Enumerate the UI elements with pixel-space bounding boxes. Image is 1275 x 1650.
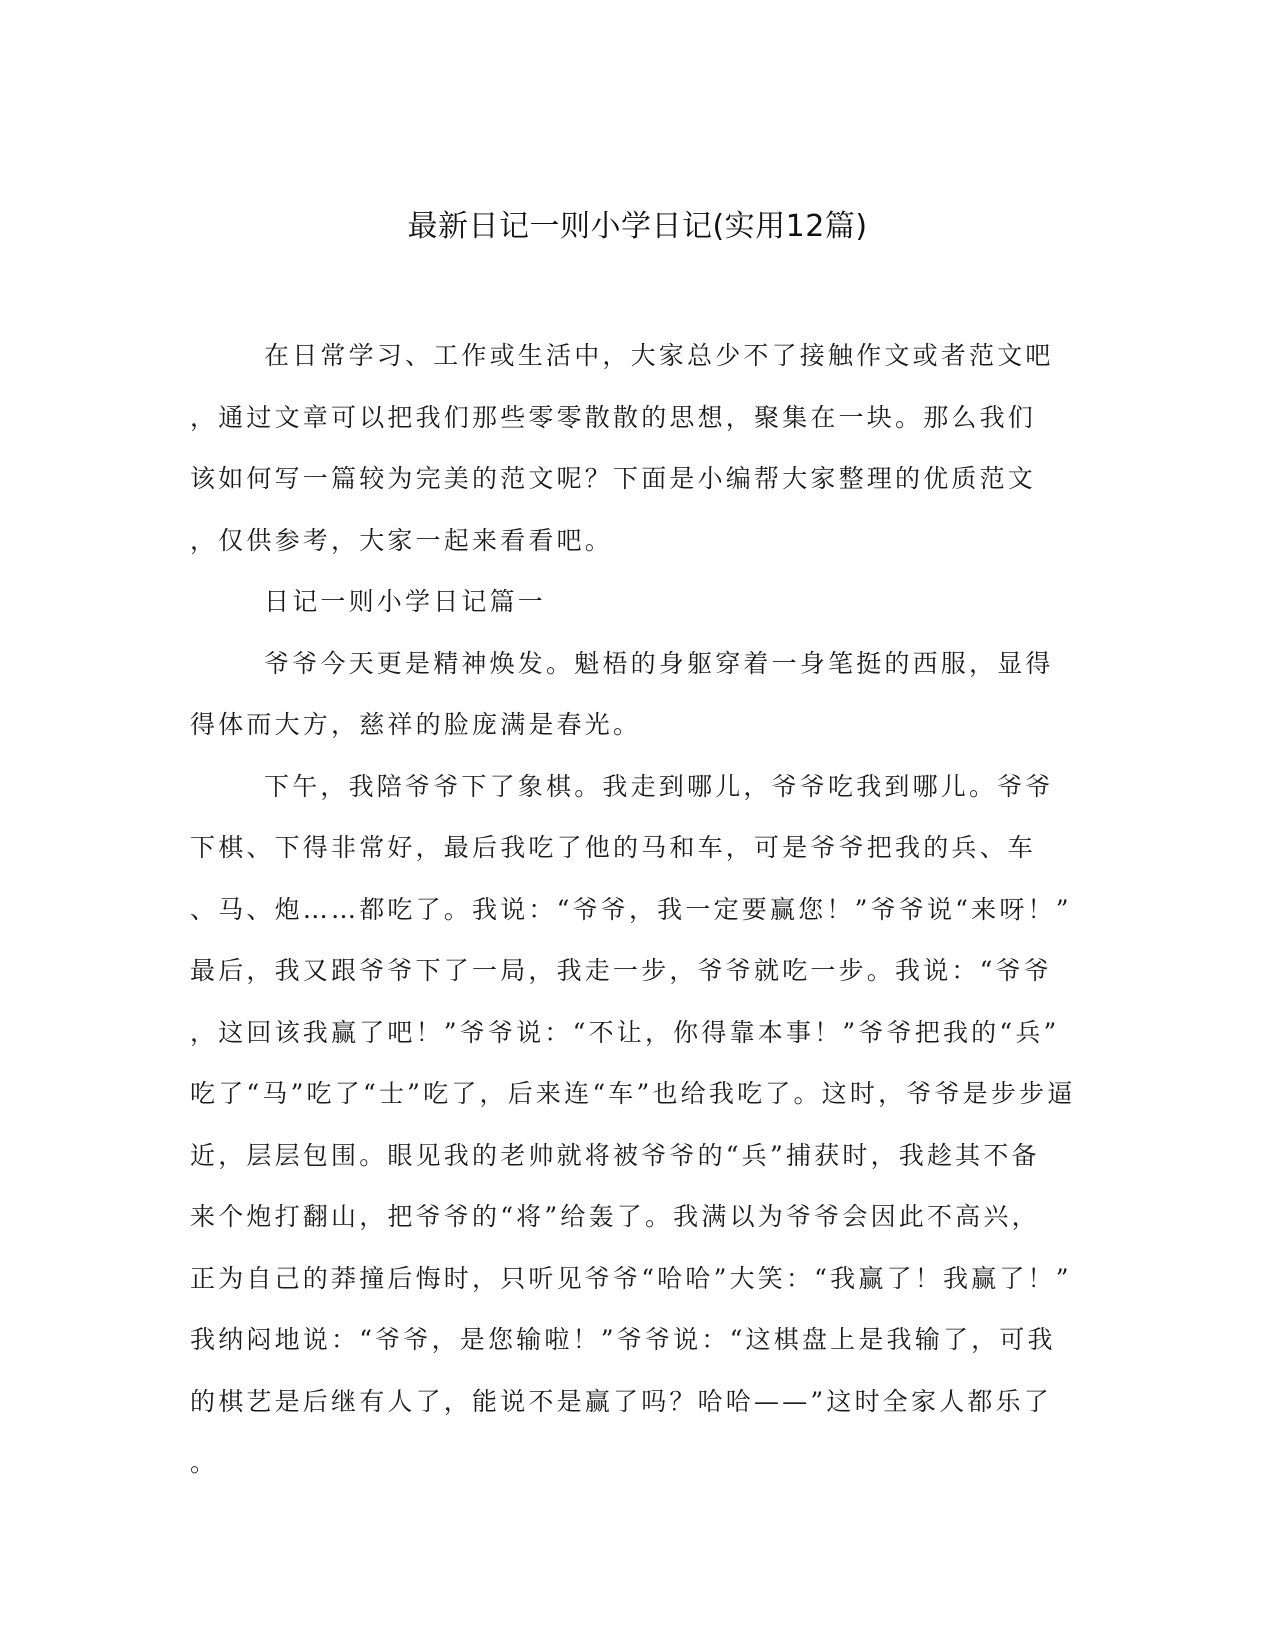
paragraph-line: 在日常学习、工作或生活中，大家总少不了接触作文或者范文吧 [264,341,1054,370]
paragraph-line: 、马、炮……都吃了。我说：“爷爷，我一定要赢您！”爷爷说“来呀！” [190,894,1072,924]
paragraph-line: ，通过文章可以把我们那些零零散散的思想，聚集在一块。那么我们 [190,402,1037,432]
paragraph-line: 吃了“马”吃了“士”吃了，后来连“车”也给我吃了。这时，爷爷是步步逼 [190,1079,1076,1108]
paragraph-line: 最后，我又跟爷爷下了一局，我走一步，爷爷就吃一步。我说：“爷爷 [190,956,1052,985]
paragraph-line: 下午，我陪爷爷下了象棋。我走到哪儿，爷爷吃我到哪儿。爷爷 [264,771,1054,801]
paragraph-line: ，这回该我赢了吧！”爷爷说：“不让，你得靠本事！”爷爷把我的“兵” [190,1017,1060,1047]
paragraph-line: 该如何写一篇较为完美的范文呢？下面是小编帮大家整理的优质范文 [190,464,1037,493]
paragraph-line: 我纳闷地说：“爷爷，是您输啦！”爷爷说：“这棋盘上是我输了，可我 [190,1325,1056,1354]
paragraph-line: 正为自己的莽撞后悔时，只听见爷爷“哈哈”大笑：“我赢了！我赢了！” [190,1263,1072,1293]
paragraph-line: 的棋艺是后继有人了，能说不是赢了吗？哈哈——”这时全家人都乐了 [190,1386,1052,1416]
paragraph-line: 下棋、下得非常好，最后我吃了他的马和车，可是爷爷把我的兵、车 [190,833,1037,862]
document-body [190,325,1080,1494]
paragraph-line: 。 [190,1448,219,1477]
paragraph-line: 得体而大方，慈祥的脸庞满是春光。 [190,710,642,739]
document-title: 最新日记一则小学日记(实用12篇) [407,209,868,244]
paragraph-line: 来个炮打翻山，把爷爷的“将”给轰了。我满以为爷爷会因此不高兴， [190,1202,1040,1231]
paragraph-line: 爷爷今天更是精神焕发。魁梧的身躯穿着一身笔挺的西服，显得 [264,648,1054,678]
section-heading: 日记一则小学日记篇一 [264,587,547,616]
paragraph-line: 近，层层包围。眼见我的老帅就将被爷爷的“兵”捕获时，我趁其不备 [190,1140,1040,1170]
paragraph-line: ，仅供参考，大家一起来看看吧。 [190,525,614,555]
